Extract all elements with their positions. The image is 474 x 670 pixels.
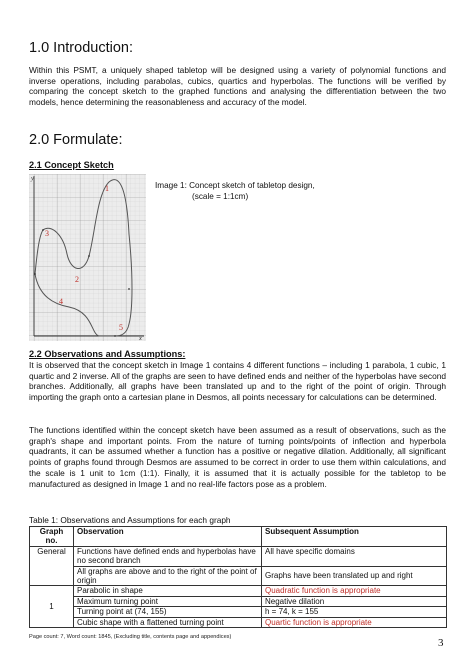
header-graph-no: Graph no. <box>30 527 74 547</box>
page-count-note: Page count: 7, Word count: 1845, (Excluding title, contents page and appendices) <box>29 634 232 640</box>
assumption-cell: Quadratic function is appropriate <box>262 586 447 596</box>
observations-paragraph-1: It is observed that the concept sketch in Image 1 contains 4 different functions – including 1 parabola, 1 cubic, 1 quartic and 2 inverse. All of the graphs are seen to have defined ends and neither of the hyperbolas have second branches. Additionally, all graphs have been translated up and to the right of the point of origin. Through importing the graph onto a cartesian plane in Desmos, all points necessary for calculations can be determined. <box>29 360 446 403</box>
intro-heading: 1.0 Introduction: <box>29 40 133 56</box>
intro-paragraph: Within this PSMT, a uniquely shaped tabletop will be designed using a variety of polynomial functions and inverse operations, including parabolas, cubics, quartics and hyperbolas. The functions will be verified by comparing the concept sketch to the graphed functions and analysing the differentiation between the two models, hence determining the reasonableness and accuracy of the model. <box>29 65 446 108</box>
observation-cell: All graphs are above and to the right of the point of origin <box>74 566 262 586</box>
sketch-label-1: 1 <box>105 184 109 193</box>
sketch-label-4: 4 <box>59 297 63 306</box>
page-number: 3 <box>438 637 444 649</box>
table-row <box>30 617 447 627</box>
assumption-cell: Graphs have been translated up and right <box>262 566 447 586</box>
observations-heading: 2.2 Observations and Assumptions: <box>29 349 186 359</box>
observations-table <box>29 526 447 628</box>
formulate-heading: 2.0 Formulate: <box>29 132 123 148</box>
observation-cell: Cubic shape with a flattened turning point <box>74 617 262 627</box>
concept-sketch-heading: 2.1 Concept Sketch <box>29 160 114 170</box>
image-caption <box>155 181 315 202</box>
sketch-label-2: 2 <box>75 275 79 284</box>
observations-paragraph-2: The functions identified within the concept sketch have been assumed as a result of observations, such as the graph's shape and important points. From the nature of turning points/points of inflection and hyperbola quadrants, it can be assumed whether a function has a positive or negative dilation. Additionally, all significant points of graphs found through Desmos are assumed to be correct in order to use them within calculations, and the scale is 1 unit to 1cm (1:1). Finally, it is assumed that it is actually possible for the tabletop to be manufactured as designed in Image 1 and no real-life factors pose as a problem. <box>29 425 446 489</box>
table-row <box>30 607 447 617</box>
header-observation: Observation <box>74 527 262 547</box>
observation-cell: Functions have defined ends and hyperbolas have no second branch <box>74 546 262 566</box>
table-header-row <box>30 527 447 547</box>
row-label-graph-1: 1 <box>30 586 74 628</box>
image-caption-line2: (scale = 1:1cm) <box>192 191 249 201</box>
assumption-cell: All have specific domains <box>262 546 447 566</box>
image-caption-line1: Image 1: Concept sketch of tabletop design, <box>155 181 315 190</box>
table-row <box>30 596 447 606</box>
header-assumption: Subsequent Assumption <box>262 527 447 547</box>
assumption-cell: Quartic function is appropriate <box>262 617 447 627</box>
observation-cell: Maximum turning point <box>74 596 262 606</box>
sketch-label-5: 5 <box>119 323 123 332</box>
table-caption: Table 1: Observations and Assumptions for each graph <box>29 515 231 525</box>
observation-cell: Parabolic in shape <box>74 586 262 596</box>
table-row <box>30 566 447 586</box>
sketch-x-label: x <box>139 335 142 341</box>
concept-sketch-image <box>29 174 146 341</box>
table-row <box>30 546 447 566</box>
observation-cell: Turning point at (74, 155) <box>74 607 262 617</box>
concept-sketch-graph <box>29 174 146 341</box>
sketch-y-label: y <box>31 175 34 182</box>
row-label-general: General <box>30 546 74 586</box>
assumption-cell: Negative dilation <box>262 596 447 606</box>
sketch-label-3: 3 <box>45 229 49 238</box>
assumption-cell: h = 74, k = 155 <box>262 607 447 617</box>
table-row <box>30 586 447 596</box>
